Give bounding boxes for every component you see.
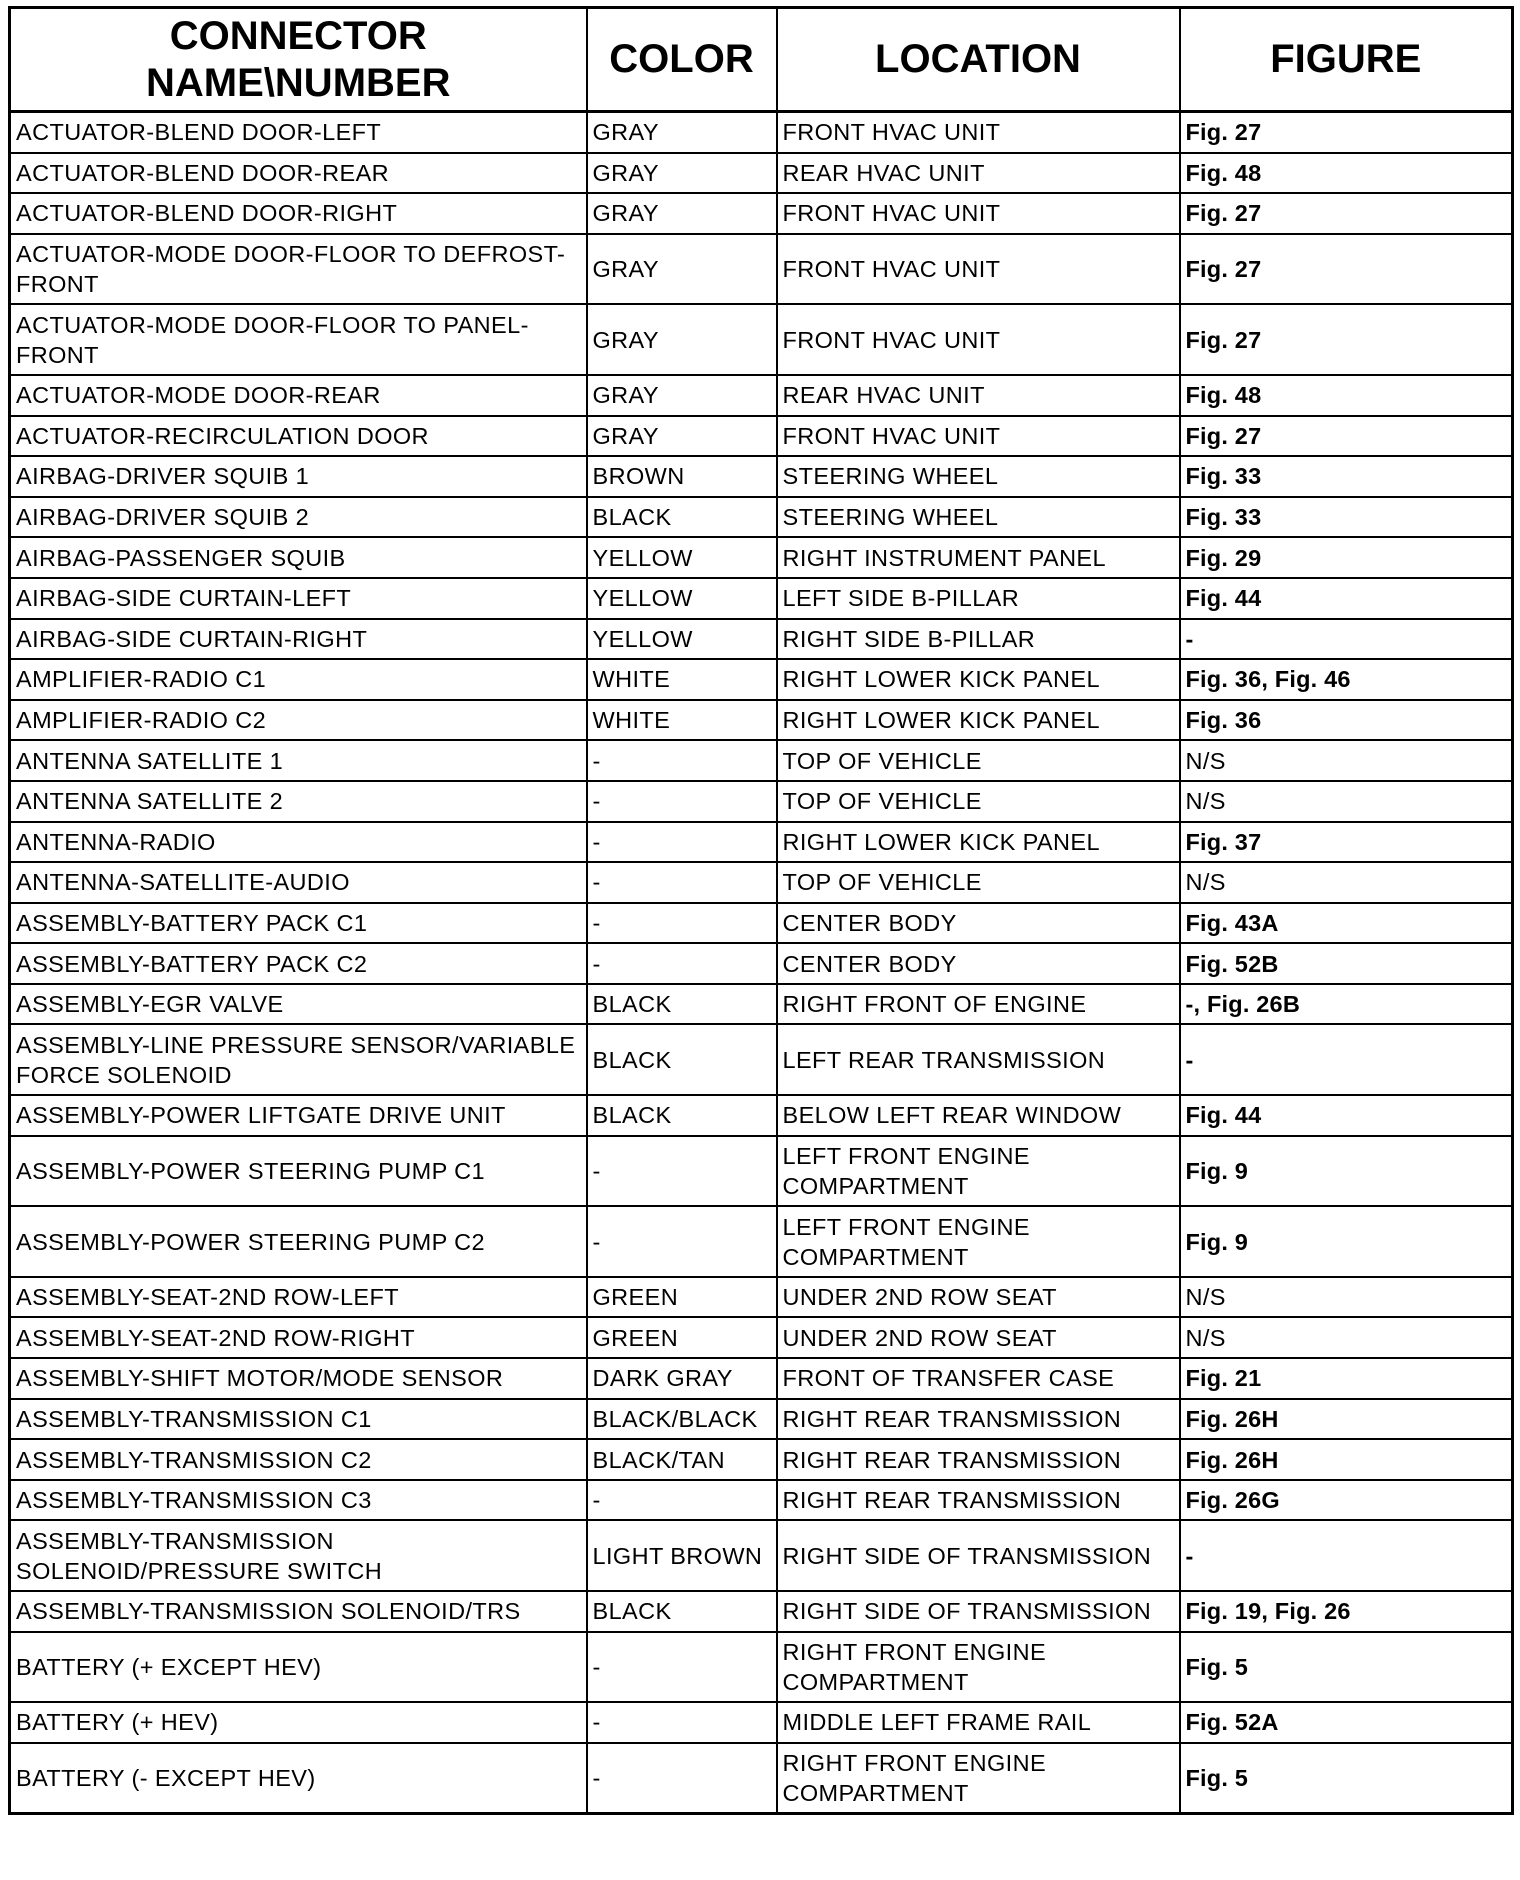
cell-connector-name: AMPLIFIER-RADIO C1	[10, 659, 587, 700]
cell-color: -	[587, 1480, 777, 1521]
cell-location: RIGHT SIDE B-PILLAR	[777, 619, 1180, 660]
cell-connector-name: ASSEMBLY-BATTERY PACK C2	[10, 943, 587, 984]
cell-color: LIGHT BROWN	[587, 1520, 777, 1591]
cell-location: TOP OF VEHICLE	[777, 781, 1180, 822]
cell-figure: -	[1180, 1024, 1513, 1095]
cell-location: RIGHT FRONT OF ENGINE	[777, 984, 1180, 1025]
table-row	[10, 1439, 1513, 1480]
cell-figure: Fig. 27	[1180, 304, 1513, 375]
table-row	[10, 1743, 1513, 1814]
cell-connector-name: ASSEMBLY-SEAT-2ND ROW-RIGHT	[10, 1317, 587, 1358]
cell-location: RIGHT FRONT ENGINE COMPARTMENT	[777, 1743, 1180, 1814]
table-row	[10, 578, 1513, 619]
cell-connector-name: ASSEMBLY-POWER STEERING PUMP C1	[10, 1136, 587, 1207]
cell-connector-name: ASSEMBLY-EGR VALVE	[10, 984, 587, 1025]
cell-color: -	[587, 1632, 777, 1703]
cell-connector-name: AIRBAG-SIDE CURTAIN-LEFT	[10, 578, 587, 619]
cell-location: FRONT HVAC UNIT	[777, 416, 1180, 457]
table-row	[10, 1632, 1513, 1703]
cell-figure: Fig. 19, Fig. 26	[1180, 1591, 1513, 1632]
cell-color: YELLOW	[587, 619, 777, 660]
cell-location: RIGHT REAR TRANSMISSION	[777, 1439, 1180, 1480]
cell-color: BLACK	[587, 1095, 777, 1136]
cell-color: GRAY	[587, 112, 777, 153]
cell-location: FRONT HVAC UNIT	[777, 193, 1180, 234]
header-connector-name: CONNECTOR NAME\NUMBER	[10, 8, 587, 112]
cell-location: LEFT FRONT ENGINE COMPARTMENT	[777, 1136, 1180, 1207]
cell-connector-name: BATTERY (+ HEV)	[10, 1702, 587, 1743]
cell-location: BELOW LEFT REAR WINDOW	[777, 1095, 1180, 1136]
cell-color: GRAY	[587, 304, 777, 375]
cell-figure: N/S	[1180, 781, 1513, 822]
cell-figure: Fig. 5	[1180, 1632, 1513, 1703]
cell-figure: Fig. 52B	[1180, 943, 1513, 984]
cell-figure: Fig. 48	[1180, 153, 1513, 194]
cell-figure: N/S	[1180, 862, 1513, 903]
table-row	[10, 1024, 1513, 1095]
cell-figure: Fig. 21	[1180, 1358, 1513, 1399]
cell-color: WHITE	[587, 700, 777, 741]
cell-color: -	[587, 862, 777, 903]
table-row	[10, 1520, 1513, 1591]
cell-connector-name: ACTUATOR-MODE DOOR-FLOOR TO DEFROST-FRONT	[10, 234, 587, 305]
table-row	[10, 456, 1513, 497]
cell-location: RIGHT SIDE OF TRANSMISSION	[777, 1520, 1180, 1591]
table-row	[10, 619, 1513, 660]
cell-figure: Fig. 9	[1180, 1206, 1513, 1277]
cell-color: BLACK	[587, 984, 777, 1025]
cell-connector-name: BATTERY (+ EXCEPT HEV)	[10, 1632, 587, 1703]
cell-figure: Fig. 29	[1180, 537, 1513, 578]
cell-figure: Fig. 27	[1180, 234, 1513, 305]
cell-color: -	[587, 822, 777, 863]
cell-connector-name: ASSEMBLY-TRANSMISSION C3	[10, 1480, 587, 1521]
cell-color: GREEN	[587, 1277, 777, 1318]
table-row	[10, 1702, 1513, 1743]
cell-connector-name: ASSEMBLY-SHIFT MOTOR/MODE SENSOR	[10, 1358, 587, 1399]
cell-figure: Fig. 33	[1180, 456, 1513, 497]
cell-connector-name: BATTERY (- EXCEPT HEV)	[10, 1743, 587, 1814]
table-row	[10, 1399, 1513, 1440]
header-row	[10, 8, 1513, 112]
cell-location: TOP OF VEHICLE	[777, 862, 1180, 903]
cell-color: -	[587, 903, 777, 944]
cell-location: FRONT OF TRANSFER CASE	[777, 1358, 1180, 1399]
cell-location: RIGHT SIDE OF TRANSMISSION	[777, 1591, 1180, 1632]
cell-location: RIGHT INSTRUMENT PANEL	[777, 537, 1180, 578]
cell-connector-name: ACTUATOR-MODE DOOR-FLOOR TO PANEL-FRONT	[10, 304, 587, 375]
cell-location: STEERING WHEEL	[777, 497, 1180, 538]
table-row	[10, 1591, 1513, 1632]
cell-color: GRAY	[587, 416, 777, 457]
cell-location: RIGHT LOWER KICK PANEL	[777, 659, 1180, 700]
cell-connector-name: ASSEMBLY-POWER STEERING PUMP C2	[10, 1206, 587, 1277]
cell-location: FRONT HVAC UNIT	[777, 234, 1180, 305]
cell-color: DARK GRAY	[587, 1358, 777, 1399]
cell-connector-name: AIRBAG-SIDE CURTAIN-RIGHT	[10, 619, 587, 660]
table-row	[10, 1136, 1513, 1207]
cell-color: WHITE	[587, 659, 777, 700]
cell-color: BLACK	[587, 497, 777, 538]
table-row	[10, 1480, 1513, 1521]
cell-figure: Fig. 26H	[1180, 1439, 1513, 1480]
cell-location: TOP OF VEHICLE	[777, 740, 1180, 781]
cell-location: REAR HVAC UNIT	[777, 153, 1180, 194]
cell-figure: N/S	[1180, 1277, 1513, 1318]
table-row	[10, 1358, 1513, 1399]
cell-color: YELLOW	[587, 537, 777, 578]
table-row	[10, 193, 1513, 234]
table-row	[10, 984, 1513, 1025]
cell-color: -	[587, 1702, 777, 1743]
cell-color: YELLOW	[587, 578, 777, 619]
table-row	[10, 537, 1513, 578]
table-row	[10, 304, 1513, 375]
cell-connector-name: ASSEMBLY-TRANSMISSION SOLENOID/PRESSURE SWITCH	[10, 1520, 587, 1591]
cell-color: -	[587, 943, 777, 984]
table-row	[10, 153, 1513, 194]
cell-color: BLACK	[587, 1024, 777, 1095]
cell-figure: Fig. 44	[1180, 1095, 1513, 1136]
cell-connector-name: AIRBAG-PASSENGER SQUIB	[10, 537, 587, 578]
cell-color: GREEN	[587, 1317, 777, 1358]
cell-location: LEFT REAR TRANSMISSION	[777, 1024, 1180, 1095]
cell-color: -	[587, 1136, 777, 1207]
cell-connector-name: ASSEMBLY-TRANSMISSION SOLENOID/TRS	[10, 1591, 587, 1632]
table-row	[10, 416, 1513, 457]
cell-location: CENTER BODY	[777, 903, 1180, 944]
table-row	[10, 903, 1513, 944]
connector-table-container	[8, 6, 1511, 1815]
cell-connector-name: ACTUATOR-BLEND DOOR-RIGHT	[10, 193, 587, 234]
cell-figure: -	[1180, 619, 1513, 660]
cell-figure: Fig. 27	[1180, 416, 1513, 457]
header-color: COLOR	[587, 8, 777, 112]
cell-figure: Fig. 33	[1180, 497, 1513, 538]
cell-connector-name: ANTENNA-SATELLITE-AUDIO	[10, 862, 587, 903]
table-row	[10, 234, 1513, 305]
cell-color: BLACK/TAN	[587, 1439, 777, 1480]
cell-color: GRAY	[587, 153, 777, 194]
table-header	[10, 8, 1513, 112]
cell-location: RIGHT LOWER KICK PANEL	[777, 822, 1180, 863]
cell-color: BROWN	[587, 456, 777, 497]
cell-figure: Fig. 5	[1180, 1743, 1513, 1814]
cell-connector-name: ACTUATOR-RECIRCULATION DOOR	[10, 416, 587, 457]
cell-location: FRONT HVAC UNIT	[777, 112, 1180, 153]
cell-figure: Fig. 26H	[1180, 1399, 1513, 1440]
cell-location: UNDER 2ND ROW SEAT	[777, 1277, 1180, 1318]
cell-figure: -	[1180, 1520, 1513, 1591]
cell-connector-name: AIRBAG-DRIVER SQUIB 1	[10, 456, 587, 497]
cell-connector-name: ANTENNA-RADIO	[10, 822, 587, 863]
cell-location: RIGHT REAR TRANSMISSION	[777, 1480, 1180, 1521]
cell-color: -	[587, 781, 777, 822]
cell-connector-name: ACTUATOR-MODE DOOR-REAR	[10, 375, 587, 416]
table-row	[10, 1206, 1513, 1277]
header-location: LOCATION	[777, 8, 1180, 112]
cell-figure: Fig. 43A	[1180, 903, 1513, 944]
cell-location: RIGHT FRONT ENGINE COMPARTMENT	[777, 1632, 1180, 1703]
cell-color: -	[587, 740, 777, 781]
table-row	[10, 822, 1513, 863]
cell-figure: Fig. 44	[1180, 578, 1513, 619]
table-row	[10, 740, 1513, 781]
cell-connector-name: ASSEMBLY-BATTERY PACK C1	[10, 903, 587, 944]
table-row	[10, 1095, 1513, 1136]
cell-connector-name: AMPLIFIER-RADIO C2	[10, 700, 587, 741]
table-row	[10, 700, 1513, 741]
table-row	[10, 375, 1513, 416]
cell-connector-name: ASSEMBLY-LINE PRESSURE SENSOR/VARIABLE FORCE SOLENOID	[10, 1024, 587, 1095]
table-body	[10, 112, 1513, 1814]
cell-color: GRAY	[587, 234, 777, 305]
cell-connector-name: AIRBAG-DRIVER SQUIB 2	[10, 497, 587, 538]
table-row	[10, 112, 1513, 153]
cell-figure: N/S	[1180, 740, 1513, 781]
cell-figure: Fig. 9	[1180, 1136, 1513, 1207]
table-row	[10, 1317, 1513, 1358]
cell-location: REAR HVAC UNIT	[777, 375, 1180, 416]
cell-color: -	[587, 1743, 777, 1814]
cell-figure: Fig. 48	[1180, 375, 1513, 416]
table-row	[10, 659, 1513, 700]
cell-connector-name: ASSEMBLY-SEAT-2ND ROW-LEFT	[10, 1277, 587, 1318]
table-row	[10, 862, 1513, 903]
cell-color: BLACK/BLACK	[587, 1399, 777, 1440]
table-row	[10, 1277, 1513, 1318]
cell-figure: N/S	[1180, 1317, 1513, 1358]
cell-connector-name: ACTUATOR-BLEND DOOR-LEFT	[10, 112, 587, 153]
cell-location: RIGHT REAR TRANSMISSION	[777, 1399, 1180, 1440]
cell-figure: Fig. 37	[1180, 822, 1513, 863]
cell-figure: -, Fig. 26B	[1180, 984, 1513, 1025]
cell-figure: Fig. 36, Fig. 46	[1180, 659, 1513, 700]
cell-color: -	[587, 1206, 777, 1277]
cell-connector-name: ASSEMBLY-TRANSMISSION C2	[10, 1439, 587, 1480]
header-figure: FIGURE	[1180, 8, 1513, 112]
cell-color: BLACK	[587, 1591, 777, 1632]
cell-connector-name: ANTENNA SATELLITE 1	[10, 740, 587, 781]
cell-location: CENTER BODY	[777, 943, 1180, 984]
cell-figure: Fig. 36	[1180, 700, 1513, 741]
cell-figure: Fig. 52A	[1180, 1702, 1513, 1743]
cell-connector-name: ASSEMBLY-POWER LIFTGATE DRIVE UNIT	[10, 1095, 587, 1136]
connector-table	[8, 6, 1514, 1815]
cell-location: FRONT HVAC UNIT	[777, 304, 1180, 375]
cell-figure: Fig. 27	[1180, 193, 1513, 234]
cell-connector-name: ANTENNA SATELLITE 2	[10, 781, 587, 822]
cell-color: GRAY	[587, 193, 777, 234]
cell-connector-name: ASSEMBLY-TRANSMISSION C1	[10, 1399, 587, 1440]
table-row	[10, 943, 1513, 984]
cell-location: LEFT FRONT ENGINE COMPARTMENT	[777, 1206, 1180, 1277]
cell-figure: Fig. 26G	[1180, 1480, 1513, 1521]
cell-location: LEFT SIDE B-PILLAR	[777, 578, 1180, 619]
table-row	[10, 497, 1513, 538]
cell-location: UNDER 2ND ROW SEAT	[777, 1317, 1180, 1358]
cell-location: RIGHT LOWER KICK PANEL	[777, 700, 1180, 741]
table-row	[10, 781, 1513, 822]
cell-connector-name: ACTUATOR-BLEND DOOR-REAR	[10, 153, 587, 194]
cell-color: GRAY	[587, 375, 777, 416]
cell-figure: Fig. 27	[1180, 112, 1513, 153]
cell-location: STEERING WHEEL	[777, 456, 1180, 497]
cell-location: MIDDLE LEFT FRAME RAIL	[777, 1702, 1180, 1743]
